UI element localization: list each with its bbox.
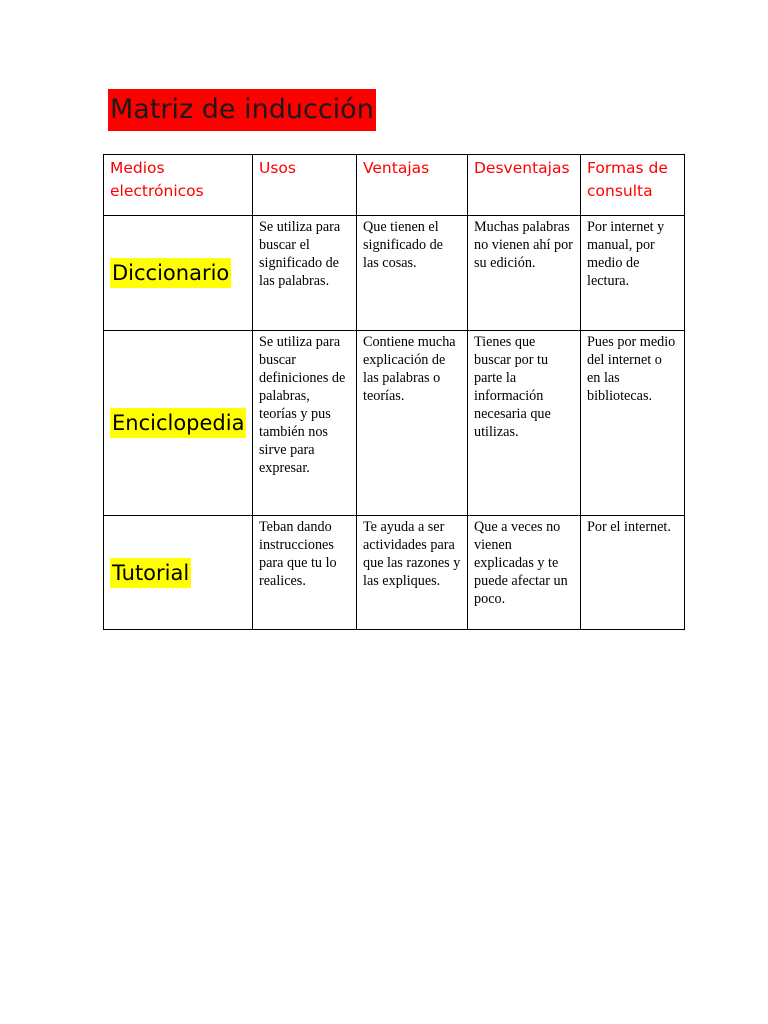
header-medios-electronicos: Medios electrónicos xyxy=(104,155,253,216)
cell-formas-de-consulta: Pues por medio del internet o en las bibliotecas. xyxy=(581,331,685,516)
cell-formas-de-consulta: Por internet y manual, por medio de lectura. xyxy=(581,216,685,331)
cell-ventajas: Te ayuda a ser actividades para que las razones y las expliques. xyxy=(357,516,468,630)
row-label-cell xyxy=(104,331,253,516)
cell-usos: Se utiliza para buscar el significado de las palabras. xyxy=(253,216,357,331)
table-row xyxy=(104,216,685,331)
page-title: Matriz de inducción xyxy=(108,89,376,131)
table-row xyxy=(104,331,685,516)
header-formas-de-consulta: Formas de consulta xyxy=(581,155,685,216)
table-row xyxy=(104,516,685,630)
cell-usos: Se utiliza para buscar definiciones de palabras, teorías y pus también nos sirve para expresar. xyxy=(253,331,357,516)
table-header-row xyxy=(104,155,685,216)
cell-desventajas: Tienes que buscar por tu parte la información necesaria que utilizas. xyxy=(468,331,581,516)
row-label-enciclopedia: Enciclopedia xyxy=(110,408,246,438)
cell-usos: Teban dando instrucciones para que tu lo realices. xyxy=(253,516,357,630)
cell-formas-de-consulta: Por el internet. xyxy=(581,516,685,630)
cell-ventajas: Contiene mucha explicación de las palabras o teorías. xyxy=(357,331,468,516)
header-usos: Usos xyxy=(253,155,357,216)
row-label-cell xyxy=(104,516,253,630)
induction-matrix-table xyxy=(103,154,685,630)
cell-desventajas: Muchas palabras no vienen ahí por su edición. xyxy=(468,216,581,331)
row-label-tutorial: Tutorial xyxy=(110,558,191,588)
cell-desventajas: Que a veces no vienen explicadas y te puede afectar un poco. xyxy=(468,516,581,630)
row-label-cell xyxy=(104,216,253,331)
header-desventajas: Desventajas xyxy=(468,155,581,216)
row-label-diccionario: Diccionario xyxy=(110,258,231,288)
header-ventajas: Ventajas xyxy=(357,155,468,216)
cell-ventajas: Que tienen el significado de las cosas. xyxy=(357,216,468,331)
